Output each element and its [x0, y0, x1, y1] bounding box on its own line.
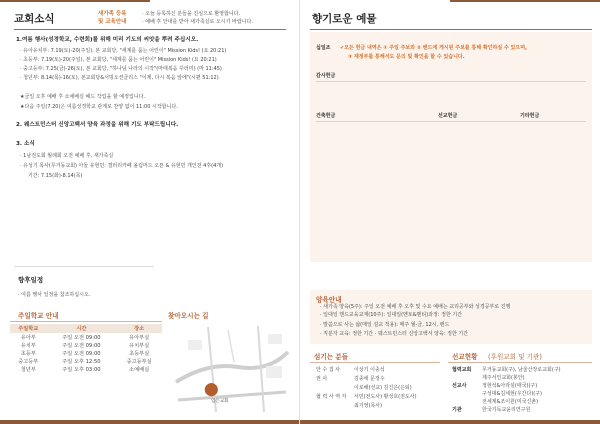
schedule-divider	[14, 266, 154, 267]
map-place-label: 임은교회	[211, 399, 229, 404]
mission-key: 협력교회	[452, 367, 472, 373]
offering-box	[310, 32, 592, 262]
news-item-1e: ★금일 오후 예배 후 소예배실 헤드 작업을 할 예정입니다.	[20, 94, 146, 100]
top-accent-bar	[450, 0, 600, 2]
location-map	[168, 322, 292, 414]
mission-status-title: 선교현황	[452, 353, 478, 361]
school-time: 주일 오후 12:50	[62, 358, 101, 365]
school-table	[10, 324, 162, 373]
news-item-1a: · 유아유치부: 7.19(토)-20(주일), 본 교회당, "세계를 품는 어린이" Mission Kids! (요 20:21)	[20, 48, 227, 54]
mission-value: 한국기독교윤리연구원	[482, 407, 531, 413]
church-news-title: 교회소식	[14, 13, 55, 25]
welcome-text-2: · 예배 후 안내를 받아 새가족실로 오시기 바랍니다.	[142, 19, 253, 25]
school-time: 주일 오전 09:00	[62, 350, 101, 357]
offering-title: 향기로운 예물	[312, 13, 377, 25]
nurture-title: 양육안내	[316, 296, 342, 304]
mission-value: 정현석&아라설(태국)(구)	[482, 383, 538, 389]
servant-role: 협 력 사 역 자	[316, 394, 347, 400]
gift-line	[316, 121, 586, 122]
nurture-item-1: · 새가족 양육(5주): 주일 오전 예배 후 오후 및 수요 예배는 교리공부와 성경공부로 진행	[320, 304, 511, 310]
school-table-header	[10, 324, 162, 333]
thanks-label: 감사헌금	[316, 73, 336, 79]
welcome-label-1: 새가족 등록	[98, 11, 127, 17]
school-class: 유치부	[20, 342, 36, 349]
school-col-class: 주일학교	[10, 324, 47, 333]
school-divider	[10, 321, 162, 322]
servants-title: 섬기는 분들	[314, 353, 349, 361]
mission-value: 무거동교회(구), 남울산장로교회(구)	[482, 367, 561, 373]
tithe-label: 십일조	[316, 45, 331, 51]
nurture-item-3: · 말씀으로 사는 삶(매일 설교 적용): 매주 월-금, 12시, 밴드	[320, 322, 450, 328]
building-label: 건축헌금	[316, 113, 336, 119]
map-title: 찾아오시는 길	[168, 312, 209, 320]
map-pin-icon: ⬤	[204, 382, 219, 397]
table-row	[10, 341, 162, 349]
news-item-1c: · 중고등부: 7.25(금)-26(토), 본 교회당, "하나님 나라의 시작"(마태복음 꾸러미) (마 11:45)	[20, 66, 222, 72]
news-divider	[14, 29, 286, 30]
mission-offering-label: 선교헌금	[438, 113, 458, 119]
school-class: 중고등부	[18, 358, 39, 365]
mission-key: 기관	[452, 407, 462, 413]
news-item-3c: 기간: 7.15(화)-8.14(목)	[28, 173, 83, 179]
mission-status-subtitle: (후원교회 및 기관)	[488, 353, 542, 361]
thanks-line	[316, 81, 586, 82]
school-place: 초등부실	[129, 350, 150, 357]
school-class: 초등부	[20, 350, 36, 357]
school-class: 유아부	[20, 334, 36, 341]
welcome-label-2: 및 교육안내	[98, 19, 127, 25]
offering-note-1: ✔모든 헌금 내역은 ① 주일 주보와 ② 밴드에 게시된 주보를 통해 확인하실 수 있으며,	[340, 45, 527, 51]
school-time: 주일 오후 03:00	[62, 366, 101, 373]
school-place: 유치부실	[129, 342, 150, 349]
table-row	[10, 357, 162, 365]
news-item-3a: · 1남전도회 월례회 오전 예배 후, 새가족실	[20, 153, 114, 159]
school-title: 주일학교 안내	[18, 312, 59, 320]
mission-value: 구성대&김세현(우간다)(구)	[482, 391, 543, 397]
school-col-place: 장소	[116, 324, 162, 333]
news-item-3b: · 유성기 목사(무거동교회) 아들 유현민: 갤러리카페 올림머드 오픈 & 유현민 개인전 4후(4개)	[20, 163, 224, 169]
schedule-text: · 여름 행사 일정을 참조하십시오.	[18, 292, 91, 298]
school-time: 주일 오전 09:00	[62, 342, 101, 349]
school-place: 소예배실	[129, 366, 150, 373]
table-row	[10, 333, 162, 341]
other-offering-label: 기타헌금	[520, 113, 540, 119]
bottom-accent-bar	[0, 420, 300, 424]
school-col-time: 시간	[47, 324, 117, 333]
table-row	[10, 365, 162, 373]
school-time: 주일 오전 09:00	[62, 334, 101, 341]
right-page	[300, 0, 600, 424]
news-item-1: 1.여름 행사(성경학교, 수련회)를 위해 미리 기도의 씨앗을 뿌려 주십시오.	[16, 37, 199, 43]
servant-role: 안 수 집 사	[316, 367, 341, 373]
servant-names: 서민(전도사) 황성호(전도사)	[354, 394, 417, 400]
servant-names: 최기영(목사)	[354, 403, 383, 409]
nurture-item-4: · 직분자 교육: 정한 기간 · 웨스트민스터 신앙고백서 양육: 정한 기간	[320, 331, 469, 337]
top-accent-bar	[0, 0, 150, 2]
mission-value: 제주서인교회(봉안)	[482, 375, 525, 381]
servant-names: 이로해(선교) 김진은(은퇴)	[354, 385, 412, 391]
servant-names: 김종애 문정수	[354, 376, 385, 382]
school-place: 유아부실	[129, 334, 150, 341]
news-item-1b: · 초등부: 7.19(토)-20(주일), 본 교회당, "세계를 품는 어린이" Mission Kids! (요 20:21)	[20, 57, 217, 63]
news-item-1d: · 청년부: 8.14(목)-16(토), 본교회당&서빙오션클리스 "이제, 다시 복음 앞에"(시편 51:12)	[20, 75, 219, 81]
nurture-item-2: · 일대일 핸드교육교재(10주): 일대일(멘토&멘티)과정: 정한 기간	[320, 312, 463, 318]
schedule-title: 향후일정	[18, 276, 44, 284]
mission-divider	[448, 362, 592, 363]
servant-names: 이상기 이종석	[354, 367, 385, 373]
bottom-accent-bar	[300, 420, 600, 424]
servants-divider	[310, 362, 440, 363]
table-row	[10, 349, 162, 357]
news-item-2: 2. 웨스트민스터 신앙고백서 양육 과정을 위해 기도 부탁드립니다.	[16, 122, 179, 128]
school-class: 청년부	[20, 366, 36, 373]
offering-divider	[310, 29, 592, 30]
servant-role: 권 사	[316, 376, 328, 382]
mission-key: 선교사	[452, 383, 467, 389]
offering-note-2: ③ 재정부를 통해서도 문의 및 확인을 할 수 있습니다.	[348, 54, 465, 60]
welcome-text-1: · 오늘 등록하신 분들을 진심으로 환영합니다.	[142, 11, 241, 17]
news-item-1f: ★다음 주일(7.20)은 여름성경학교 관계로 찬양 없이 11:00 시작합니다.	[20, 104, 178, 110]
school-place: 중고등부실	[126, 358, 152, 365]
news-item-3: 3. 소식	[16, 141, 35, 147]
mission-value: 전세계&조이원(미국신촌)	[482, 399, 539, 405]
